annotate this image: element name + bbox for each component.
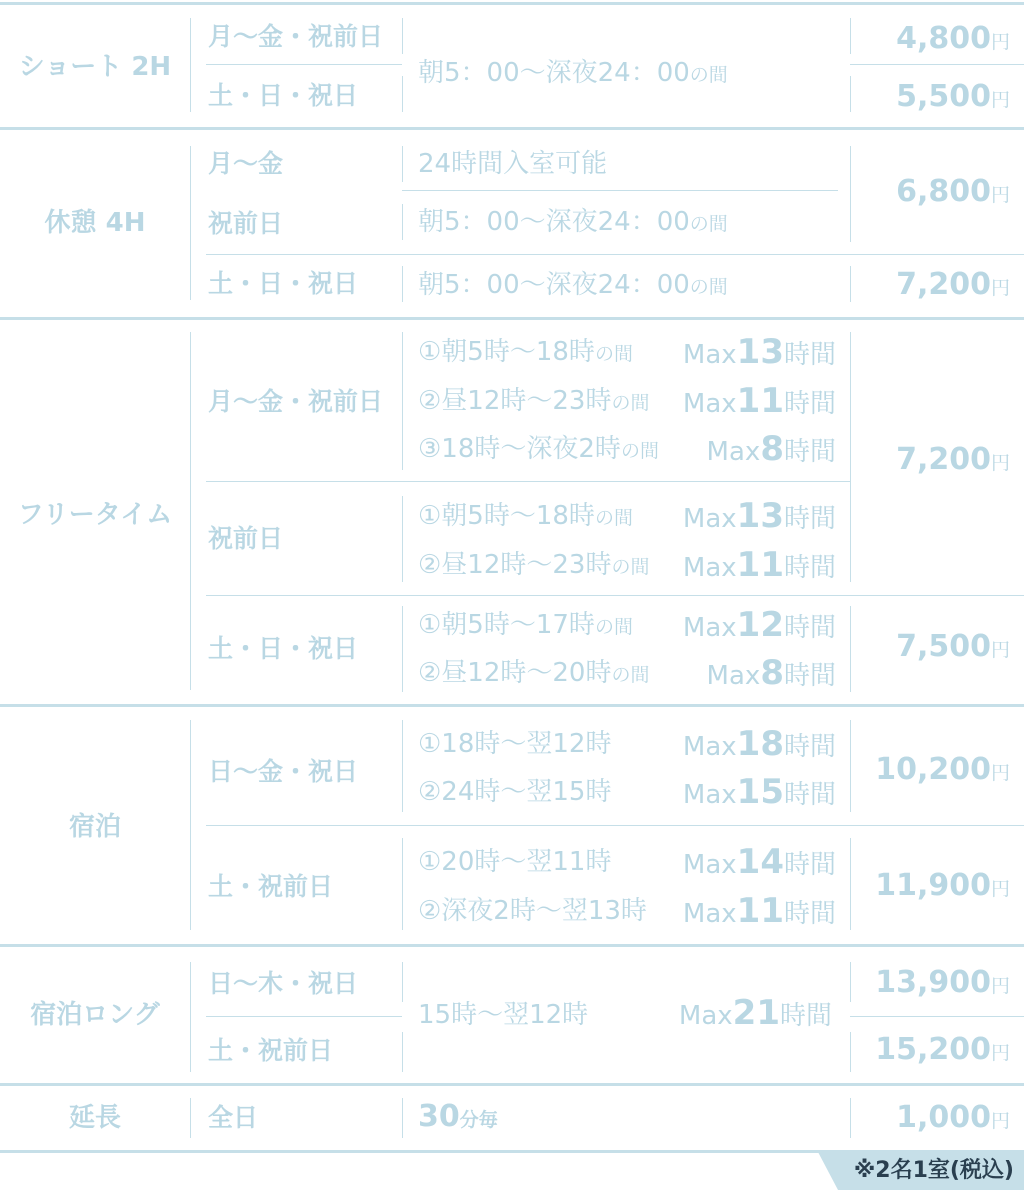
column-divider — [190, 1098, 191, 1138]
time-slot: ③18時〜深夜2時の間 — [418, 434, 659, 464]
max-hours: Max11時間 — [682, 891, 836, 931]
time-slot: ①朝5時〜17時の間 — [418, 610, 633, 640]
time-slot: ①20時〜翌11時 — [418, 847, 612, 877]
row-divider — [206, 481, 850, 482]
column-divider — [402, 838, 403, 930]
price: 13,900円 — [875, 965, 1010, 1000]
column-divider — [402, 1032, 403, 1072]
column-divider — [190, 720, 191, 930]
row-divider — [206, 595, 1024, 596]
column-divider — [850, 1098, 851, 1138]
day-label: 日〜木・祝日 — [208, 969, 359, 998]
column-divider — [402, 266, 403, 302]
row-divider — [850, 64, 1024, 65]
price: 5,500円 — [896, 79, 1010, 114]
tax-note: ※2名1室(税込) — [853, 1158, 1014, 1183]
time-slot: ②昼12時〜23時の間 — [418, 550, 650, 580]
time-slot: ①朝5時〜18時の間 — [418, 501, 633, 531]
column-divider — [402, 720, 403, 812]
column-divider — [402, 76, 403, 112]
column-divider — [850, 76, 851, 112]
price: 7,200円 — [896, 267, 1010, 302]
time-condition: 朝5：00〜深夜24：00の間 — [418, 58, 728, 88]
column-divider — [850, 332, 851, 582]
day-label: 全日 — [208, 1103, 259, 1132]
time-slot: ①朝5時〜18時の間 — [418, 337, 633, 367]
row-divider — [206, 1016, 402, 1017]
time-slot: ②昼12時〜20時の間 — [418, 658, 650, 688]
max-hours: Max15時間 — [682, 772, 836, 812]
table-top-border — [0, 2, 1024, 5]
day-label: 月〜金 — [208, 149, 284, 178]
time-condition: 24時間入室可能 — [418, 149, 608, 179]
price: 11,900円 — [875, 868, 1010, 903]
max-hours: Max11時間 — [682, 381, 836, 421]
column-divider — [402, 18, 403, 54]
day-label: 祝前日 — [208, 524, 284, 553]
time-condition: 15時〜翌12時 — [418, 1000, 589, 1030]
column-divider — [850, 838, 851, 930]
column-divider — [190, 962, 191, 1072]
column-divider — [850, 18, 851, 54]
time-slot: ②24時〜翌15時 — [418, 777, 612, 807]
column-divider — [190, 332, 191, 690]
row-divider — [206, 64, 402, 65]
column-divider — [850, 962, 851, 1002]
max-hours: Max14時間 — [682, 842, 836, 882]
section-divider — [0, 704, 1024, 707]
day-label: 土・日・祝日 — [208, 634, 359, 663]
column-divider — [402, 332, 403, 470]
day-label: 月〜金・祝前日 — [208, 387, 384, 416]
time-slot: ②深夜2時〜翌13時 — [418, 896, 647, 926]
plan-name-freetime: フリータイム — [17, 500, 173, 530]
day-label: 土・日・祝日 — [208, 269, 359, 298]
price: 15,200円 — [875, 1032, 1010, 1067]
price: 10,200円 — [875, 752, 1010, 787]
plan-name-short: ショート 2H — [18, 52, 172, 82]
price: 4,800円 — [896, 21, 1010, 56]
max-hours: Max13時間 — [682, 496, 836, 536]
column-divider — [850, 146, 851, 242]
max-hours: Max8時間 — [706, 429, 836, 469]
day-label: 土・日・祝日 — [208, 81, 359, 110]
column-divider — [402, 962, 403, 1002]
section-divider — [0, 317, 1024, 320]
price: 6,800円 — [896, 174, 1010, 209]
row-divider — [206, 254, 1024, 255]
max-hours: Max11時間 — [682, 545, 836, 585]
time-condition: 朝5：00〜深夜24：00の間 — [418, 270, 728, 300]
row-divider — [206, 825, 1024, 826]
plan-name-rest: 休憩 4H — [44, 208, 146, 238]
column-divider — [402, 146, 403, 182]
column-divider — [402, 606, 403, 692]
price: 1,000円 — [896, 1100, 1010, 1135]
section-divider — [0, 127, 1024, 130]
column-divider — [190, 146, 191, 300]
max-hours: Max13時間 — [682, 332, 836, 372]
time-slot: ①18時〜翌12時 — [418, 729, 612, 759]
plan-name-stay: 宿泊 — [68, 812, 121, 842]
section-divider — [0, 1083, 1024, 1086]
time-condition: 朝5：00〜深夜24：00の間 — [418, 207, 728, 237]
day-label: 日〜金・祝日 — [208, 757, 359, 786]
day-label: 祝前日 — [208, 209, 284, 238]
row-divider — [402, 190, 838, 191]
column-divider — [850, 720, 851, 812]
day-label: 土・祝前日 — [208, 872, 334, 901]
column-divider — [850, 1032, 851, 1072]
column-divider — [190, 18, 191, 112]
max-hours: Max21時間 — [678, 993, 832, 1033]
day-label: 土・祝前日 — [208, 1036, 334, 1065]
column-divider — [850, 266, 851, 302]
section-divider — [0, 944, 1024, 947]
day-label: 月〜金・祝前日 — [208, 22, 384, 51]
column-divider — [402, 204, 403, 240]
column-divider — [850, 606, 851, 692]
price: 7,500円 — [896, 629, 1010, 664]
plan-name-extension: 延長 — [68, 1103, 121, 1133]
max-hours: Max8時間 — [706, 653, 836, 693]
plan-name-stay-long: 宿泊ロング — [30, 1000, 160, 1030]
time-slot: ②昼12時〜23時の間 — [418, 386, 650, 416]
max-hours: Max18時間 — [682, 724, 836, 764]
row-divider — [850, 1016, 1024, 1017]
column-divider — [402, 496, 403, 582]
max-hours: Max12時間 — [682, 605, 836, 645]
extension-unit: 30分毎 — [418, 1099, 498, 1134]
column-divider — [402, 1098, 403, 1138]
price: 7,200円 — [896, 442, 1010, 477]
